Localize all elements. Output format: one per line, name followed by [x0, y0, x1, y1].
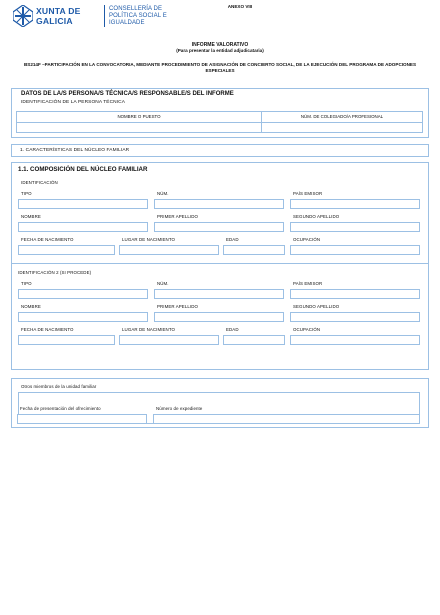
ocupacion2-input[interactable]	[290, 335, 420, 345]
col-colegiado-header: NÚM. DE COLEGIADO/A PROFESIONAL	[261, 111, 423, 123]
tipo-input[interactable]	[18, 199, 148, 209]
tecnico-colegiado-input[interactable]	[261, 122, 423, 133]
pais2-label: PAÍS EMISOR	[293, 281, 323, 286]
num-input[interactable]	[154, 199, 284, 209]
expediente-label: Número de expediente	[156, 406, 203, 411]
lugar-nac-label: LUGAR DE NACIMIENTO	[122, 237, 176, 242]
logo-divider	[104, 5, 105, 27]
section11-box	[11, 162, 429, 370]
fecha-ofrecimiento-label: Fecha de presentación del ofrecimiento	[20, 406, 101, 411]
nombre-label: NOMBRE	[21, 214, 41, 219]
col-nombre-header: NOMBRE O PUESTO	[16, 111, 262, 123]
apellido2-input[interactable]	[290, 222, 420, 232]
tecnicos-title: DATOS DE LA/S PERSONA/S TÉCNICA/S RESPONSABLE/S DEL INFORME	[21, 91, 234, 97]
document-title: INFORME VALORATIVO	[191, 42, 249, 48]
lugar-nac-input[interactable]	[119, 245, 219, 255]
id2-label: IDENTIFICACIÓN 2 (SI PROCEDE)	[18, 270, 92, 275]
apellido2-2-label: SEGUNDO APELLIDO	[293, 304, 340, 309]
pais-input[interactable]	[290, 199, 420, 209]
edad-label: EDAD	[226, 237, 239, 242]
section11-divider	[12, 263, 428, 264]
logo-subtitle: CONSELLERÍA DE POLÍTICA SOCIAL E IGUALDADE	[109, 6, 167, 26]
tipo2-label: TIPO	[21, 281, 32, 286]
num-label: NÚM.	[157, 191, 169, 196]
apellido1-label: PRIMER APELLIDO	[157, 214, 199, 219]
ocupacion2-label: OCUPACIÓN	[293, 327, 321, 332]
ocupacion-input[interactable]	[290, 245, 420, 255]
otros-miembros-label: Otros miembros de la unidad familiar	[21, 384, 97, 389]
pais-label: PAÍS EMISOR	[293, 191, 323, 196]
annex-label: ANEXO VIII	[227, 4, 253, 9]
procedure-title: BS214F –PARTICIPACIÓN EN LA CONVOCATORIA, MEDIANTE PROCEDIMIENTO DE ASIGNACIÓN DE CONCIERTO SOCIAL, DE LA EJECUCIÓN DEL PROGRAMA DE ADOPCIONES ESPECIALES	[23, 62, 417, 73]
num2-label: NÚM.	[157, 281, 169, 286]
nombre2-label: NOMBRE	[21, 304, 41, 309]
expediente-input[interactable]	[153, 414, 420, 424]
pais2-input[interactable]	[290, 289, 420, 299]
document-subtitle: (Para presentar la entidad adjudicataria)	[176, 48, 264, 53]
fecha-ofrecimiento-input[interactable]	[17, 414, 147, 424]
fecha-nac2-label: FECHA DE NACIMIENTO	[21, 327, 74, 332]
apellido1-2-label: PRIMER APELLIDO	[157, 304, 199, 309]
apellido2-label: SEGUNDO APELLIDO	[293, 214, 340, 219]
logo-title: XUNTA DE GALICIA	[36, 6, 81, 26]
num2-input[interactable]	[154, 289, 284, 299]
nombre2-input[interactable]	[18, 312, 148, 322]
lugar-nac2-label: LUGAR DE NACIMIENTO	[122, 327, 176, 332]
tecnicos-section	[11, 88, 429, 138]
edad2-label: EDAD	[226, 327, 239, 332]
ocupacion-label: OCUPACIÓN	[293, 237, 321, 242]
xunta-cross-icon	[13, 5, 33, 27]
nombre-input[interactable]	[18, 222, 148, 232]
section11-title: 1.1. COMPOSICIÓN DEL NÚCLEO FAMILIAR	[18, 166, 148, 173]
tecnicos-subtitle: IDENTIFICACIÓN DE LA PERSONA TÉCNICA	[21, 100, 125, 105]
apellido2-2-input[interactable]	[290, 312, 420, 322]
fecha-nac2-input[interactable]	[18, 335, 115, 345]
fecha-nac-label: FECHA DE NACIMIENTO	[21, 237, 74, 242]
section1-header	[11, 144, 429, 157]
tipo-label: TIPO	[21, 191, 32, 196]
edad-input[interactable]	[223, 245, 285, 255]
id1-label: IDENTIFICACIÓN	[21, 180, 58, 185]
fecha-nac-input[interactable]	[18, 245, 115, 255]
lugar-nac2-input[interactable]	[119, 335, 219, 345]
section1-title: 1. CARACTERÍSTICAS DEL NÚCLEO FAMILIAR	[20, 148, 130, 153]
tipo2-input[interactable]	[18, 289, 148, 299]
edad2-input[interactable]	[223, 335, 285, 345]
xunta-logo	[13, 5, 179, 27]
apellido1-input[interactable]	[154, 222, 284, 232]
apellido1-2-input[interactable]	[154, 312, 284, 322]
tecnico-nombre-input[interactable]	[16, 122, 262, 133]
